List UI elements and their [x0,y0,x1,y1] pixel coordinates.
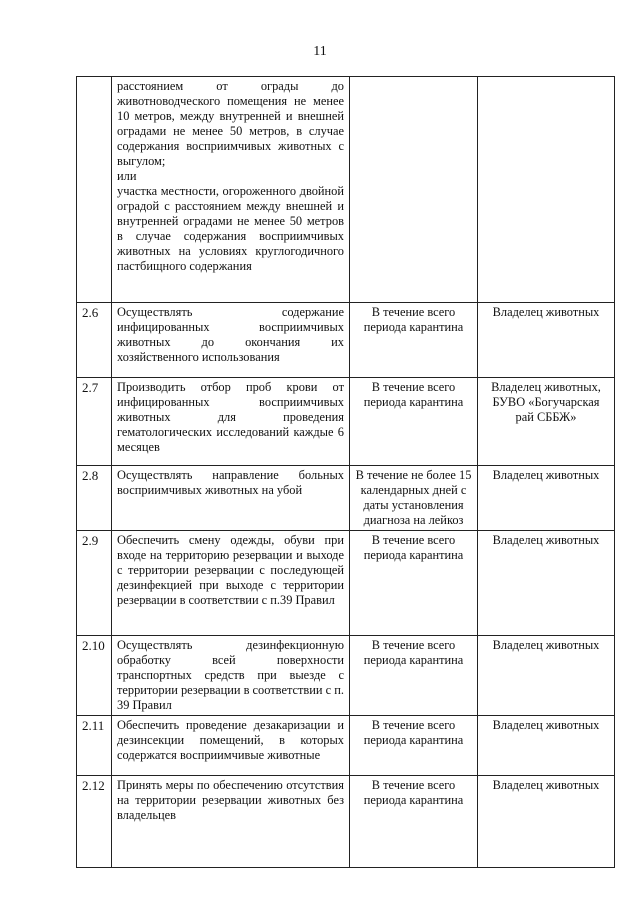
row-responsible [478,77,615,303]
row-responsible: Владелец животных [478,716,615,776]
row-term: В течение не более 15 календарных дней с даты установления диагноза на лейкоз [350,466,478,531]
table-row [77,303,615,378]
table-row [77,466,615,531]
row-number: 2.9 [77,531,112,636]
row-action: Осуществлять дезинфекционную обработку всей поверхности транспортных средств при выезде с территории резервации в соответствии с п. 39 Правил [112,636,350,716]
table-row [77,378,615,466]
action-part: расстоянием от ограды до животноводческого помещения не менее 10 метров, между внутренней и внешней оградами не менее 50 метров, в случае содержания восприимчивых животных с выгулом; [117,79,344,168]
table-row-continuation [77,77,615,303]
row-number [77,77,112,303]
row-term: В течение всего периода карантина [350,531,478,636]
table-row [77,716,615,776]
row-responsible: Владелец животных [478,303,615,378]
row-action: Осуществлять направление больных восприимчивых животных на убой [112,466,350,531]
row-responsible: Владелец животных [478,636,615,716]
row-number: 2.8 [77,466,112,531]
row-action: Принять меры по обеспечению отсутствия на территории резервации животных без владельцев [112,776,350,868]
row-term: В течение всего периода карантина [350,303,478,378]
row-term: В течение всего периода карантина [350,776,478,868]
row-term: В течение всего периода карантина [350,636,478,716]
action-part-connector: или [117,169,137,183]
table-row [77,776,615,868]
measures-table [76,76,615,868]
row-action: Производить отбор проб крови от инфицированных восприимчивых животных для проведения гематологических исследований каждые 6 месяцев [112,378,350,466]
row-responsible: Владелец животных [478,466,615,531]
row-term [350,77,478,303]
row-number: 2.7 [77,378,112,466]
row-number: 2.6 [77,303,112,378]
action-part: участка местности, огороженного двойной оградой с расстоянием между внешней и внутренней оградами не менее 50 метров в случае содержания восприимчивых животных на условиях круглогодичного пастбищного содержания [117,184,344,273]
table-row [77,636,615,716]
row-responsible: Владелец животных [478,776,615,868]
row-term: В течение всего периода карантина [350,378,478,466]
row-number: 2.10 [77,636,112,716]
row-action: Обеспечить проведение дезакаризации и дезинсекции помещений, в которых содержатся восприимчивые животные [112,716,350,776]
row-number: 2.12 [77,776,112,868]
page-number: 11 [313,44,327,59]
row-action: Осуществлять содержание инфицированных восприимчивых животных до окончания их хозяйственного использования [112,303,350,378]
row-action: Обеспечить смену одежды, обуви при входе на территорию резервации и выходе с территории резервации с последующей дезинфекцией при выходе с территории резервации в соответствии с п.39 Правил [112,531,350,636]
row-responsible: Владелец животных [478,531,615,636]
row-responsible: Владелец животных, БУВО «Богучарская рай СББЖ» [478,378,615,466]
row-number: 2.11 [77,716,112,776]
table-row [77,531,615,636]
row-action [112,77,350,303]
row-term: В течение всего периода карантина [350,716,478,776]
